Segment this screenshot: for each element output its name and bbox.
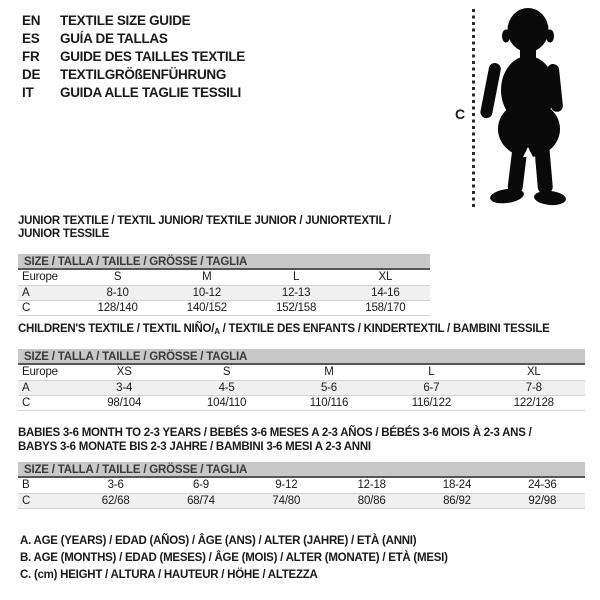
childrens-table-title <box>18 323 585 338</box>
value-cell: 12-18 <box>329 478 414 493</box>
table-row-europe <box>18 365 585 380</box>
legend-footnotes <box>20 533 448 584</box>
language-row-de <box>22 65 245 83</box>
value-cell: 62/68 <box>73 493 158 508</box>
value-cell: 80/86 <box>329 493 414 508</box>
language-row-en <box>22 11 245 29</box>
language-title: GUIDA ALLE TAGLIE TESSILI <box>60 84 241 100</box>
table-row-age <box>18 285 430 300</box>
value-cell: 5-6 <box>278 380 380 395</box>
row-label: C <box>18 493 73 508</box>
row-label: Europe <box>18 270 73 285</box>
value-cell: 158/170 <box>341 300 430 315</box>
language-code: ES <box>22 30 40 46</box>
row-label: C <box>18 395 73 410</box>
size-header-bar: SIZE / TALLA / TAILLE / GRÖSSE / TAGLIA <box>18 349 585 365</box>
value-cell: 6-9 <box>158 478 243 493</box>
footnote-b: B. AGE (MONTHS) / EDAD (MESES) / ÂGE (MOIS) / ALTER (MONATE) / ETÀ (MESI) <box>20 552 448 564</box>
table-row-europe <box>18 270 430 285</box>
size-cell: L <box>252 270 341 285</box>
value-cell: 128/140 <box>73 300 162 315</box>
table-row-height <box>18 300 430 315</box>
table-row-height <box>18 395 585 410</box>
size-header-bar: SIZE / TALLA / TAILLE / GRÖSSE / TAGLIA <box>18 462 585 478</box>
title-line: BABYS 3-6 MONATE BIS 2-3 JAHRE / BAMBINI 3-6 MESI A 2-3 ANNI <box>18 440 371 453</box>
value-cell: 74/80 <box>244 493 329 508</box>
value-cell: 14-16 <box>341 285 430 300</box>
junior-size-table <box>18 270 430 316</box>
value-cell: 6-7 <box>380 380 482 395</box>
childrens-textile-section <box>18 323 585 411</box>
value-cell: 12-13 <box>252 285 341 300</box>
value-cell: 98/104 <box>73 395 175 410</box>
size-cell: XL <box>483 365 585 380</box>
size-cell: XS <box>73 365 175 380</box>
language-title-list <box>22 11 245 101</box>
language-title: GUIDE DES TAILLES TEXTILE <box>60 48 246 64</box>
language-row-es <box>22 29 245 47</box>
babies-table-title <box>18 427 585 454</box>
value-cell: 104/110 <box>175 395 277 410</box>
value-cell: 7-8 <box>483 380 585 395</box>
row-label: A <box>18 380 73 395</box>
language-title: GUÍA DE TALLAS <box>60 30 168 46</box>
table-row-age <box>18 380 585 395</box>
row-label: C <box>18 300 73 315</box>
value-cell: 3-4 <box>73 380 175 395</box>
value-cell: 3-6 <box>73 478 158 493</box>
value-cell: 4-5 <box>175 380 277 395</box>
junior-table-title: JUNIOR TEXTILE / TEXTIL JUNIOR/ TEXTILE JUNIOR / JUNIORTEXTIL / JUNIOR TESSILE <box>18 215 391 240</box>
size-cell: M <box>278 365 380 380</box>
row-label: Europe <box>18 365 73 380</box>
size-cell: M <box>162 270 251 285</box>
value-cell: 110/116 <box>278 395 380 410</box>
size-header-bar: SIZE / TALLA / TAILLE / GRÖSSE / TAGLIA <box>18 254 430 270</box>
childrens-size-table <box>18 365 585 411</box>
size-cell: XL <box>341 270 430 285</box>
table-row-age-months <box>18 478 585 493</box>
language-row-it <box>22 83 245 101</box>
value-cell: 122/128 <box>483 395 585 410</box>
row-label: B <box>18 478 73 493</box>
toddler-silhouette-icon <box>479 6 593 208</box>
language-code: EN <box>22 12 41 28</box>
value-cell: 86/92 <box>414 493 499 508</box>
value-cell: 18-24 <box>414 478 499 493</box>
value-cell: 140/152 <box>162 300 251 315</box>
value-cell: 92/98 <box>500 493 585 508</box>
table-row-height <box>18 493 585 508</box>
language-title: TEXTILE SIZE GUIDE <box>60 12 191 28</box>
footnote-a: A. AGE (YEARS) / EDAD (AÑOS) / ÂGE (ANS) / ALTER (JAHRE) / ETÀ (ANNI) <box>20 535 417 547</box>
junior-textile-section <box>18 215 430 316</box>
height-measure-dotted-line <box>472 9 475 207</box>
title-part: CHILDREN'S TEXTILE / TEXTIL NIÑO/ <box>18 323 215 335</box>
language-code: FR <box>22 48 40 64</box>
babies-size-table <box>18 478 585 509</box>
language-code: DE <box>22 66 41 82</box>
value-cell: 24-36 <box>500 478 585 493</box>
value-cell: 152/158 <box>252 300 341 315</box>
value-cell: 68/74 <box>158 493 243 508</box>
title-line: BABIES 3-6 MONTH TO 2-3 YEARS / BEBÉS 3-6 MESES A 2-3 AÑOS / BÉBÉS 3-6 MOIS À 2-3 ANS / <box>18 427 532 439</box>
title-part: / TEXTILE DES ENFANTS / KINDERTEXTIL / BAMBINI TESSILE <box>219 323 550 335</box>
value-cell: 9-12 <box>244 478 329 493</box>
language-row-fr <box>22 47 245 65</box>
value-cell: 116/122 <box>380 395 482 410</box>
size-cell: S <box>175 365 277 380</box>
title-subscript: A <box>214 327 220 336</box>
height-measure-label: C <box>455 106 466 122</box>
language-code: IT <box>22 84 34 100</box>
value-cell: 8-10 <box>73 285 162 300</box>
babies-textile-section <box>18 427 585 509</box>
footnote-c: C. (cm) HEIGHT / ALTURA / HAUTEUR / HÖHE / ALTEZZA <box>20 569 318 581</box>
size-cell: L <box>380 365 482 380</box>
row-label: A <box>18 285 73 300</box>
language-title: TEXTILGRÖßENFÜHRUNG <box>60 66 227 82</box>
size-cell: S <box>73 270 162 285</box>
value-cell: 10-12 <box>162 285 251 300</box>
